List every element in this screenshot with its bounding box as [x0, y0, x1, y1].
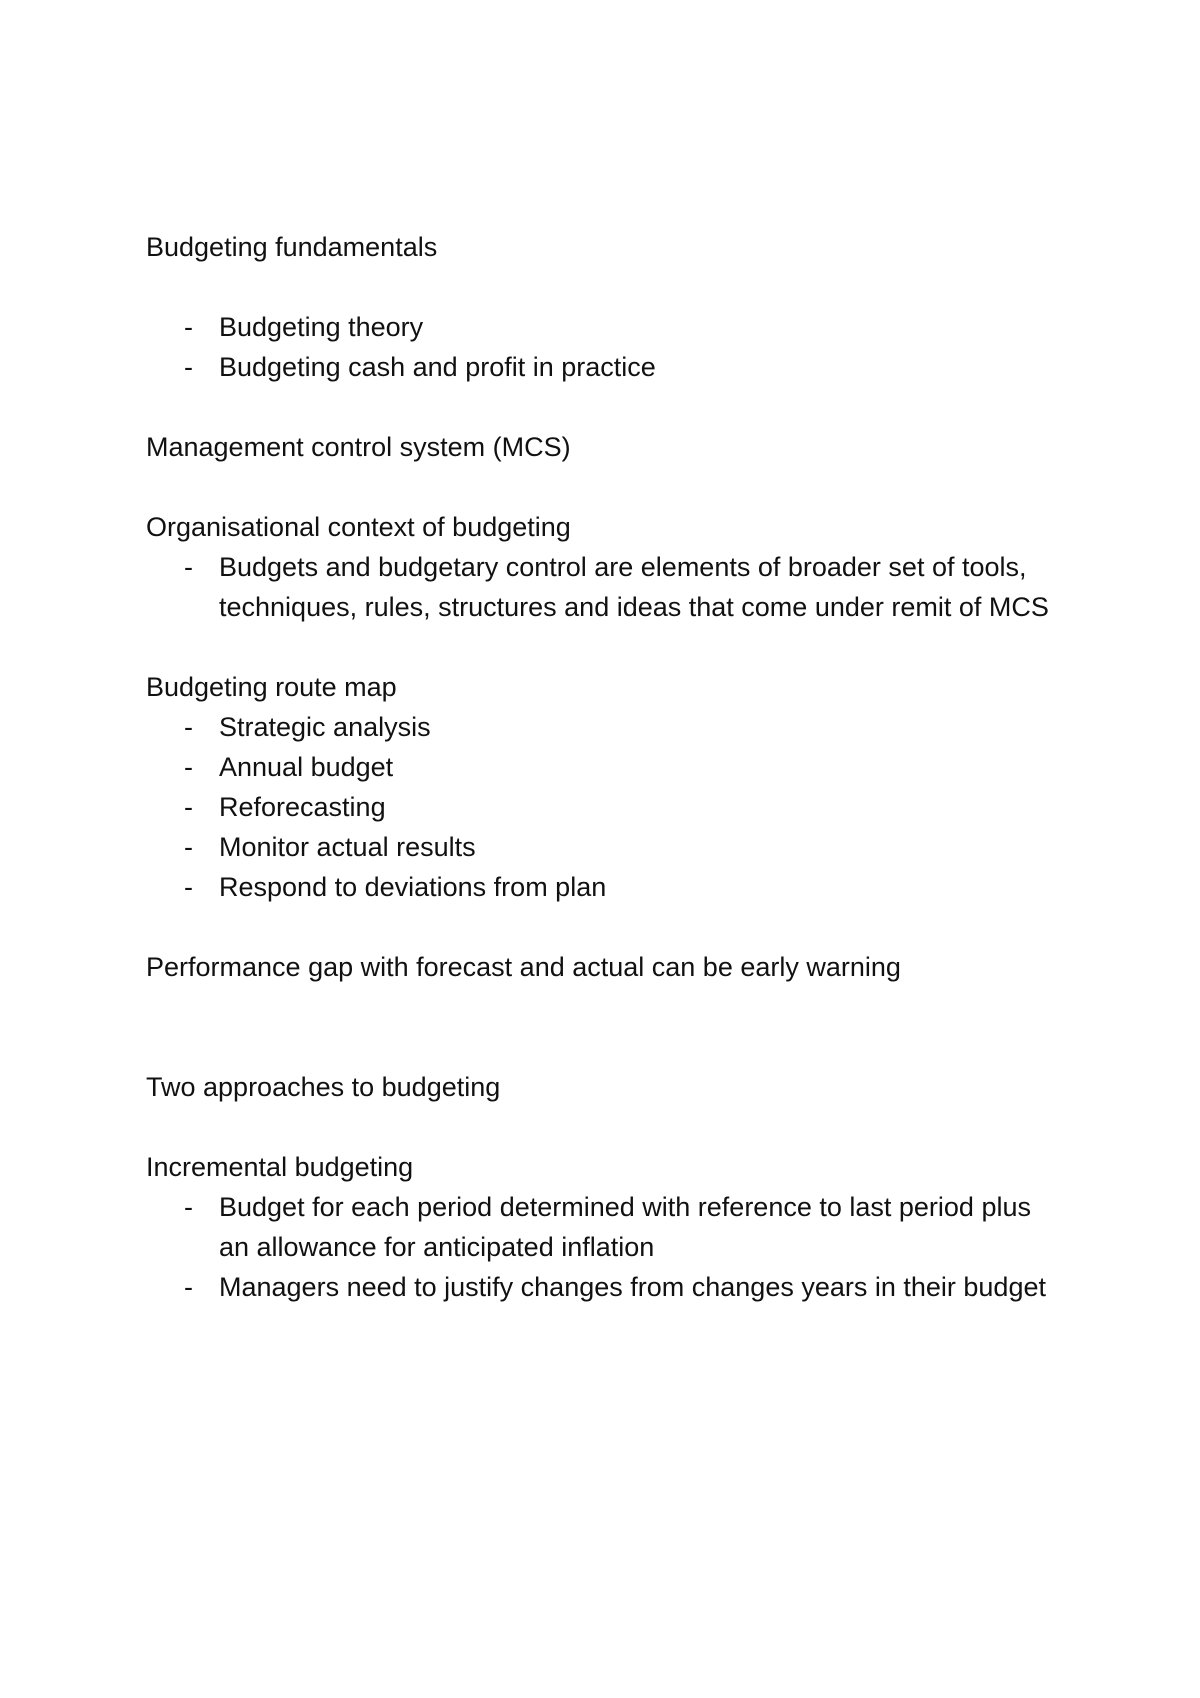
heading-organisational-context: Organisational context of budgeting: [146, 512, 571, 542]
list-item: - Monitor actual results: [146, 827, 1066, 867]
list-budgeting-fundamentals: [146, 307, 1066, 387]
dash-bullet: -: [184, 792, 193, 822]
document-body: [146, 227, 1066, 1307]
heading-two-approaches: Two approaches to budgeting: [146, 1072, 501, 1102]
heading-budgeting-route-map: Budgeting route map: [146, 672, 397, 702]
list-item: - Reforecasting: [146, 787, 1066, 827]
heading-management-control-system: Management control system (MCS): [146, 432, 571, 462]
list-item: - Annual budget: [146, 747, 1066, 787]
dash-bullet: -: [184, 1192, 193, 1222]
list-item: - Budgeting theory: [146, 307, 1066, 347]
dash-bullet: -: [184, 712, 193, 742]
dash-bullet: -: [184, 352, 193, 382]
list-organisational-context: [146, 547, 1066, 627]
dash-bullet: -: [184, 1272, 193, 1302]
list-item: - Strategic analysis: [146, 707, 1066, 747]
dash-bullet: -: [184, 552, 193, 582]
list-item: - Budget for each period determined with reference to last period plus an allowance for anticipated inflation: [146, 1187, 1066, 1267]
performance-gap-note: Performance gap with forecast and actual can be early warning: [146, 952, 901, 982]
heading-incremental-budgeting: Incremental budgeting: [146, 1152, 414, 1182]
dash-bullet: -: [184, 312, 193, 342]
list-item: - Budgeting cash and profit in practice: [146, 347, 1066, 387]
list-item: - Respond to deviations from plan: [146, 867, 1066, 907]
list-item: - Budgets and budgetary control are elements of broader set of tools, techniques, rules, structures and ideas that come under remit of MCS: [146, 547, 1066, 627]
dash-bullet: -: [184, 832, 193, 862]
list-item: - Managers need to justify changes from changes years in their budget: [146, 1267, 1066, 1307]
heading-budgeting-fundamentals: Budgeting fundamentals: [146, 232, 438, 262]
list-budgeting-route-map: [146, 707, 1066, 907]
list-incremental-budgeting: [146, 1187, 1066, 1307]
dash-bullet: -: [184, 752, 193, 782]
dash-bullet: -: [184, 872, 193, 902]
